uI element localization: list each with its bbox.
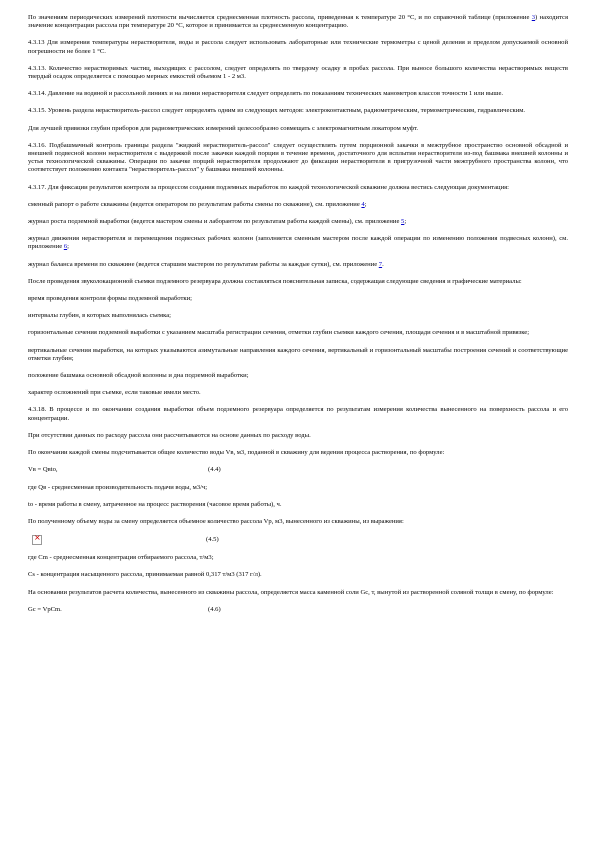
paragraph-text: 4.3.16. Подбашмачный контроль границы раздела "жидкий нерастворитель-рассол" следует осуществлять путем порционной закачки в межтрубное пространство основной обсадной и внешней подвесной колонн нерастворителя с выдержкой после закачки каждой порции в течение времени, достаточного для всплытия нерастворителя из-под башмака внешней колонны и устья технологической скважины. Операции по закачке порций нерастворителя продолжают до фиксации нерастворителя в пригрузочной части межтрубного пространства колонн, что соответствует положению контакта "нерастворитель-рассол" у башмака внешней колонны. xyxy=(28,141,568,174)
paragraph-p4 xyxy=(28,90,568,98)
formula-4-6 xyxy=(28,606,568,614)
paragraph-p13 xyxy=(28,278,568,286)
paragraph-text: вертикальные сечения выработки, на которых указываются азимутальные направления каждого сечения, вертикальный и горизонтальный масштабы построения сечений и соответствующие отметки глубин; xyxy=(28,346,568,362)
broken-image-icon xyxy=(32,535,42,545)
formula-number: (4.4) xyxy=(208,466,221,474)
appendix-link[interactable]: 7 xyxy=(378,260,383,268)
paragraph-text-after: ) находится значение концентрации рассола при температуре 20 °С, которое и принимается за среднесменную концентрацию. xyxy=(28,14,568,30)
paragraph-text: где Qв - среднесменная производительность подачи воды, м3/ч; xyxy=(28,483,208,491)
paragraph-p28 xyxy=(28,589,568,597)
paragraph-group-c xyxy=(28,554,568,597)
paragraph-text: tо - время работы в смену, затраченное на процесс растворения (часовое время работы), ч. xyxy=(28,500,282,508)
paragraph-text: Для лучшей привязки глубин приборов для радиометрических измерений целесообразно совмещать с электромагнитным локатором муфт. xyxy=(28,124,419,132)
paragraph-text: где Cm - среднесменная концентрация отбираемого рассола, т/м3; xyxy=(28,554,214,562)
paragraph-text: интервалы глубин, в которых выполнялась съемка; xyxy=(28,312,171,320)
paragraph-p22 xyxy=(28,449,568,457)
paragraph-p9 xyxy=(28,201,568,209)
paragraph-text: После проведения звуколокационной съемки подземного резервуара должна составляться пояснительная записка, содержащая следующие сведения и графические материалы: xyxy=(28,277,522,285)
paragraph-p7 xyxy=(28,142,568,175)
paragraph-text: 4.3.18. В процессе и по окончании создания выработки объем подземного резервуара определяется по результатам измерения количества вынесенного на поверхность рассола и его концентрации. xyxy=(28,406,568,422)
paragraph-text-after: . xyxy=(382,260,384,268)
paragraph-text: По значениям периодических измерений плотности вычисляется среднесменная плотность рассола, приведенная к температуре 20 °С, и по справочной таблице (приложение xyxy=(28,14,532,21)
paragraph-p16 xyxy=(28,329,568,337)
appendix-link[interactable]: 4 xyxy=(361,200,365,208)
paragraph-p18 xyxy=(28,372,568,380)
paragraph-text: На основании результатов расчета количества, вынесенного из скважины рассола, определяется масса каменной соли Gc, т, вынутой из растворенной соляной толщи в смену, по формуле: xyxy=(28,588,554,596)
paragraph-p24 xyxy=(28,501,568,509)
paragraph-text: сменный рапорт о работе скважины (ведется оператором по результатам работы смены по скважине), см. приложение xyxy=(28,200,362,208)
paragraph-p5 xyxy=(28,107,568,115)
paragraph-p17 xyxy=(28,347,568,363)
paragraph-text: положение башмака основной обсадной колонны и дна подземной выработки; xyxy=(28,372,249,380)
paragraph-p8 xyxy=(28,184,568,192)
paragraph-group-a xyxy=(28,14,568,457)
paragraph-text: 4.3.15. Уровень раздела нерастворитель-рассол следует определять одним из следующих методов: электроконтактным, радиометрическим, термометрическим, гидравлическим. xyxy=(28,107,526,115)
paragraph-text: По окончании каждой смены подсчитывается общее количество воды Vв, м3, поданной в скважину для ведения процесса растворения, по формуле: xyxy=(28,449,445,457)
paragraph-p15 xyxy=(28,312,568,320)
paragraph-text-after: ; xyxy=(404,218,407,226)
formula-number: (4.6) xyxy=(208,605,221,613)
paragraph-p20 xyxy=(28,406,568,422)
paragraph-p26 xyxy=(28,554,568,562)
formula-number: (4.5) xyxy=(206,536,219,543)
paragraph-p10 xyxy=(28,218,568,226)
paragraph-p23 xyxy=(28,484,568,492)
appendix-link[interactable]: 3 xyxy=(531,14,536,21)
appendix-link[interactable]: 5 xyxy=(401,218,405,226)
paragraph-text: 4.3.14. Давление на водяной и рассольной линиях и на линии нерастворителя следует определять по показаниям технических манометров классов точности 1 или выше. xyxy=(28,90,504,98)
paragraph-text: характер осложнений при съемке, если таковые имели место. xyxy=(28,389,201,397)
paragraph-group-b xyxy=(28,484,568,527)
paragraph-text-after: ; xyxy=(364,200,367,208)
paragraph-p25 xyxy=(28,518,568,526)
paragraph-text: горизонтальные сечения подземной выработки с указанием масштаба регистрации сечения, отметки глубин съемки каждого сечения, площади сечения и в масштабной привязке; xyxy=(28,329,530,337)
formula-expression: Vв = Qвtо, xyxy=(28,466,58,474)
document-page xyxy=(28,14,568,623)
paragraph-text: 4.3.13 Для измерения температуры нерастворителя, воды и рассола следует использовать лабораторные или технические термометры с ценой деления и пределом допускаемой основной погрешности не более 1 °С. xyxy=(28,39,568,55)
paragraph-p27 xyxy=(28,571,568,579)
paragraph-p11 xyxy=(28,235,568,251)
paragraph-p2 xyxy=(28,39,568,55)
paragraph-text: время проведения контроля формы подземной выработки; xyxy=(28,295,192,303)
formula-4-5 xyxy=(28,535,568,545)
paragraph-text: При отсутствии данных по расходу рассола они рассчитываются на основе данных по расходу воды. xyxy=(28,431,311,439)
paragraph-p19 xyxy=(28,389,568,397)
paragraph-p3 xyxy=(28,65,568,81)
appendix-link[interactable]: 6 xyxy=(63,243,68,251)
paragraph-text: 4.3.17. Для фиксации результатов контроля за процессом создания подземных выработок по каждой технологической скважине должна вестись следующая документация: xyxy=(28,183,509,191)
paragraph-text: журнал роста подземной выработки (ведется мастером смены и лаборантом по результатам работы каждой смены), см. приложение xyxy=(28,218,402,226)
paragraph-p12 xyxy=(28,261,568,269)
paragraph-p14 xyxy=(28,295,568,303)
formula-4-4 xyxy=(28,466,568,474)
paragraph-p21 xyxy=(28,432,568,440)
paragraph-text: 4.3.13. Количество нерастворимых частиц, выходящих с рассолом, следует определять по твердому осадку в пробах рассола. При выносе большого количества нерастворимых веществ твердый осадок определяется с помощью мерных емкостей объемом 1 - 2 м3. xyxy=(28,64,568,81)
paragraph-text-after: ; xyxy=(67,243,69,251)
paragraph-p1 xyxy=(28,14,568,30)
paragraph-text: журнал баланса времени по скважине (ведется старшим мастером по результатам работы за каждые сутки), см. приложение xyxy=(28,260,379,268)
formula-expression: Gc = VрCm. xyxy=(28,605,62,613)
paragraph-text: журнал движения нерастворителя и перемещения подвесных рабочих колонн (заполняется сменным мастером после каждой операции по изменению положения подвесных колонн), см. приложение xyxy=(28,235,568,251)
paragraph-text: По полученному объему воды за смену определяется объемное количество рассола Vр, м3, вынесенного из скважины, из выражения: xyxy=(28,517,404,525)
paragraph-p6 xyxy=(28,125,568,133)
paragraph-text: Cs - концентрация насыщенного рассола, принимаемая равной 0,317 т/м3 (317 г/л). xyxy=(28,571,262,579)
